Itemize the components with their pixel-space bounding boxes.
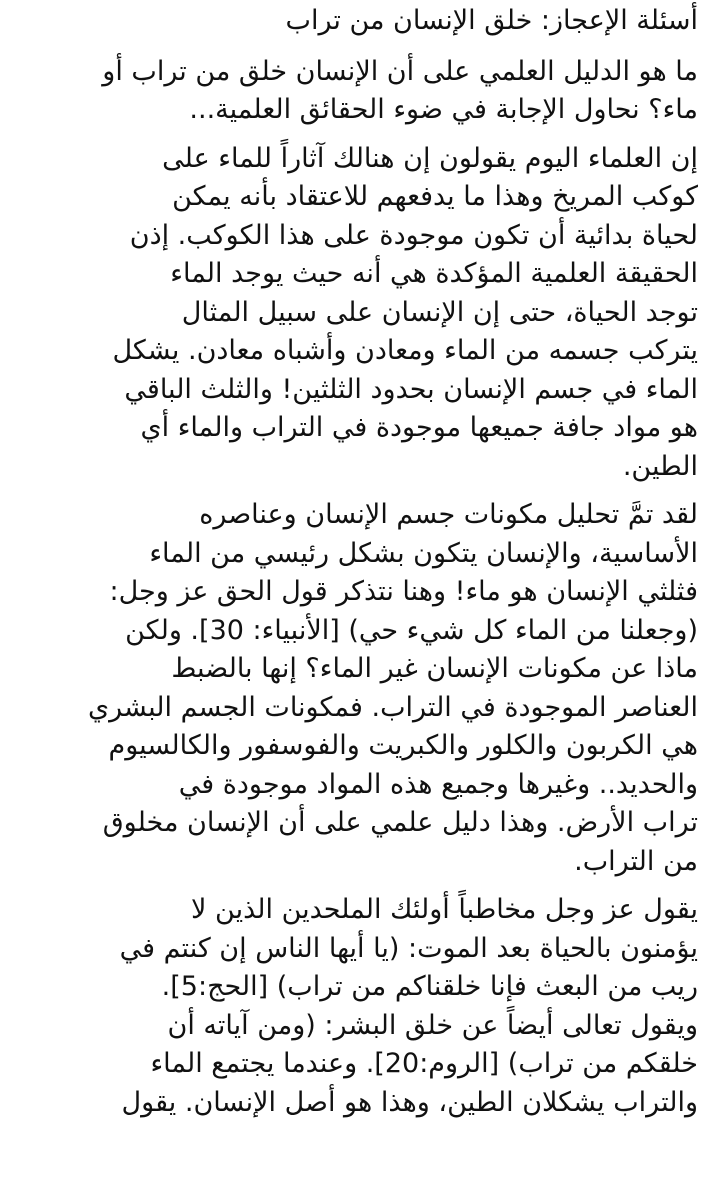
paragraph-body-composition: [6, 496, 698, 881]
text-line: توجد الحياة، حتى إن الإنسان على سبيل المثال: [181, 296, 698, 328]
text-line: الطين.: [622, 450, 698, 482]
text-line: الماء في جسم الإنسان بحدود الثلثين! والثلث الباقي: [124, 373, 698, 405]
text-line: يقول عز وجل مخاطباً أولئك الملحدين الذين لا: [191, 894, 698, 925]
text-line: لقد تمَّ تحليل مكونات جسم الإنسان وعناصره: [199, 499, 698, 530]
text-line: كوكب المريخ وهذا ما يدفعهم للاعتقاد بأنه يمكن: [172, 181, 698, 212]
text-line: من التراب.: [574, 845, 698, 877]
text-line: الأساسية، والإنسان يتكون بشكل رئيسي من الماء: [149, 537, 698, 569]
text-line: الحقيقة العلمية المؤكدة هي أنه حيث يوجد الماء: [170, 258, 698, 289]
text-line: ما هو الدليل العلمي على أن الإنسان خلق من تراب أو: [102, 55, 698, 87]
text-line: يتركب جسمه من الماء ومعادن وأشباه معادن. يشكل: [112, 335, 698, 366]
text-line: ماذا عن مكونات الإنسان غير الماء؟ إنها بالضبط: [171, 653, 698, 684]
article: [0, 2, 708, 1122]
text-line: العناصر الموجودة في التراب. فمكونات الجسم البشري: [88, 691, 698, 723]
text-line: هو مواد جافة جميعها موجودة في التراب والماء أي: [140, 412, 698, 443]
text-line: خلقكم من تراب) [الروم:20]. وعندما يجتمع الماء: [150, 1048, 698, 1079]
text-line: فثلثي الإنسان هو ماء! وهنا نتذكر قول الحق عز وجل:: [109, 576, 698, 607]
text-line: (وجعلنا من الماء كل شيء حي) [الأنبياء: 30]. ولكن: [125, 614, 698, 646]
article-title: أسئلة الإعجاز: خلق الإنسان من تراب: [285, 5, 698, 36]
paragraph-quran-verses: [6, 891, 698, 1122]
paragraph-question: [6, 53, 698, 130]
text-line: ماء؟ نحاول الإجابة في ضوء الحقائق العلمية...: [189, 94, 698, 125]
text-line: إن العلماء اليوم يقولون إن هنالك آثاراً للماء على: [162, 142, 698, 174]
text-line: والحديد.. وغيرها وجميع هذه المواد موجودة في: [178, 768, 698, 800]
text-line: لحياة بدائية أن تكون موجودة على هذا الكوكب. إذن: [129, 219, 698, 251]
text-line: يؤمنون بالحياة بعد الموت: (يا أيها الناس إن كنتم في: [119, 932, 698, 964]
paragraph-water-and-life: [6, 140, 698, 487]
text-line: ويقول تعالى أيضاً عن خلق البشر: (ومن آياته أن: [167, 1009, 698, 1041]
text-line: والتراب يشكلان الطين، وهذا هو أصل الإنسان. يقول: [121, 1086, 698, 1118]
text-line: تراب الأرض. وهذا دليل علمي على أن الإنسان مخلوق: [102, 807, 698, 838]
text-line: هي الكربون والكلور والكبريت والفوسفور والكالسيوم: [108, 730, 698, 761]
text-line: ريب من البعث فإنا خلقناكم من تراب) [الحج:5].: [161, 971, 698, 1002]
